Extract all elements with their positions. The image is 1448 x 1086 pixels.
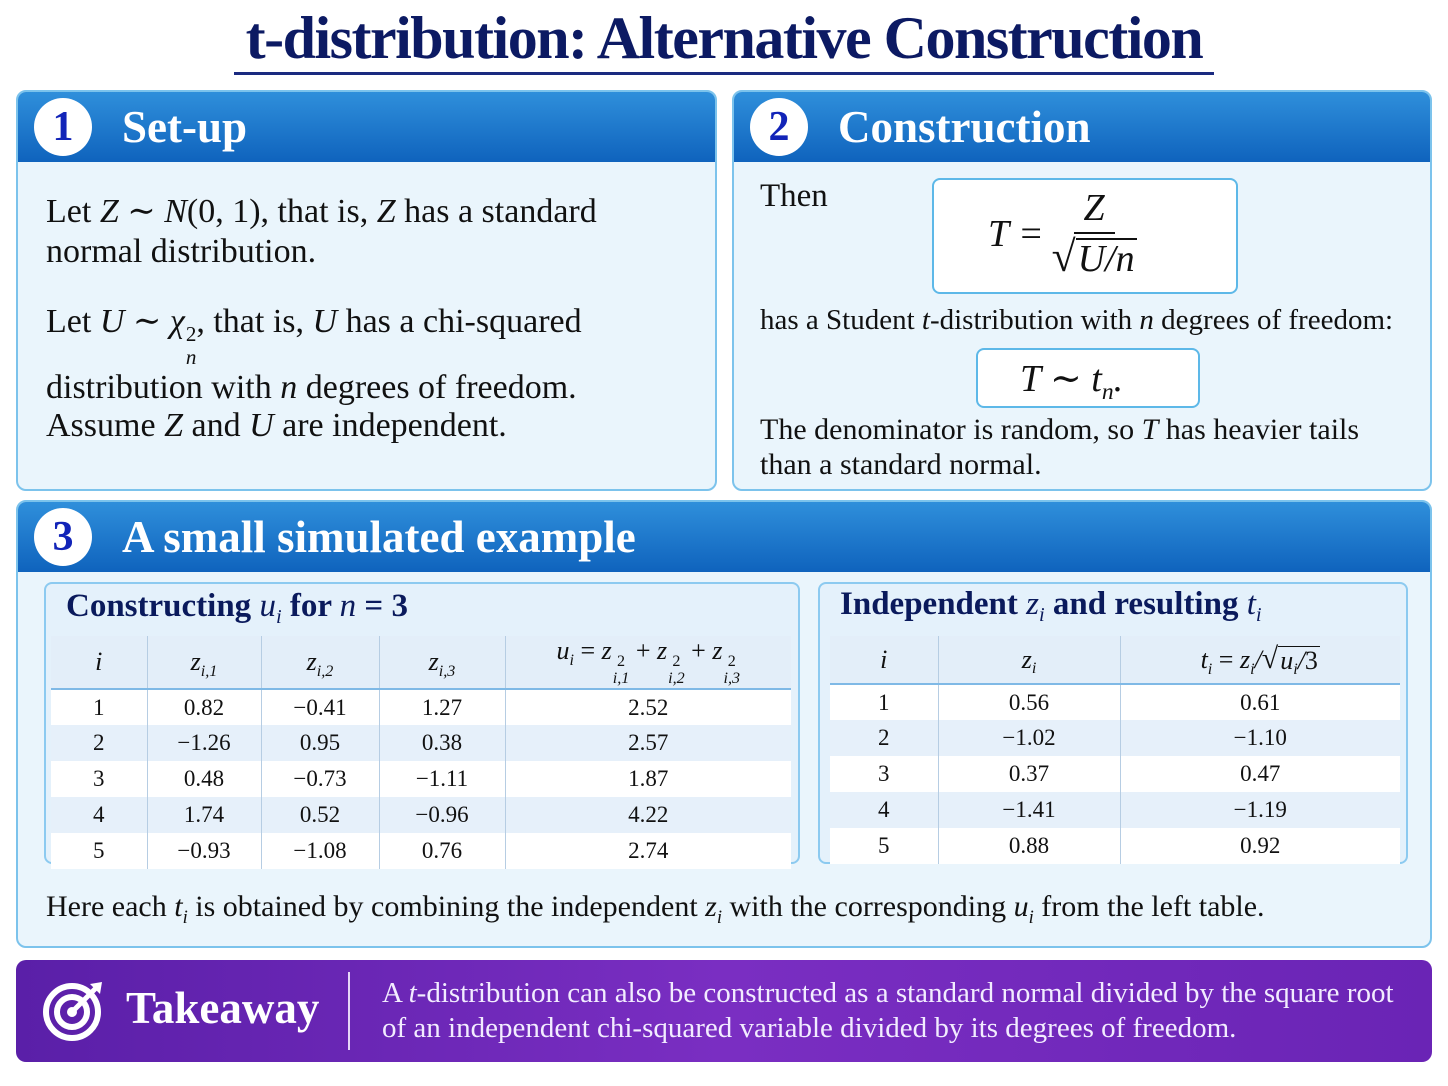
construction-heading: Construction — [838, 102, 1091, 152]
right-table — [830, 636, 1400, 864]
table-cell: 0.88 — [938, 828, 1120, 864]
math-u: U — [249, 407, 274, 444]
text-equals-3: = 3 — [356, 588, 408, 624]
text-distribution-with: -distribution with — [929, 304, 1140, 336]
left-table-panel — [44, 582, 800, 864]
takeaway-banner — [16, 960, 1432, 1062]
text-of-independent: of an independent chi-squared variable divided by its degrees of freedom. — [382, 1012, 1237, 1044]
setup-paragraph-normal — [46, 192, 597, 272]
text-independent: Independent — [840, 586, 1027, 622]
table-cell: −1.11 — [379, 761, 505, 797]
text-and-resulting: and resulting — [1044, 586, 1247, 622]
text-a: A — [382, 977, 409, 1009]
left-table — [51, 636, 791, 869]
text-assume: Assume — [46, 407, 165, 444]
math-u-chisq: U ∼ χ 2 n — [99, 303, 197, 369]
text-degrees-of-freedom: degrees of freedom: — [1153, 304, 1394, 336]
right-table-title — [840, 586, 1262, 627]
table-row — [830, 792, 1400, 828]
fraction-denominator: √ U/n — [1051, 233, 1135, 281]
text-degrees-of-freedom: degrees of freedom. — [297, 368, 577, 406]
takeaway-text — [382, 976, 1422, 1046]
math-n: n — [280, 368, 298, 406]
math-n: n — [339, 588, 357, 624]
column-header-ti: $t_i = z_i/$ √ $u_i/3$ — [1120, 636, 1400, 684]
column-header-z1: $z_{i,1}$ — [147, 636, 261, 689]
table-row — [51, 797, 791, 833]
text-student-t — [760, 304, 1393, 337]
fraction-numerator: Z — [1074, 186, 1115, 234]
text-than-standard-normal: than a standard normal. — [760, 448, 1042, 481]
text-has-student: has a Student — [760, 304, 922, 336]
table-cell: 4 — [830, 792, 938, 828]
setup-heading: Set-up — [122, 102, 248, 152]
table-row — [51, 833, 791, 869]
table-row — [830, 720, 1400, 756]
setup-paragraph-chisq — [46, 302, 582, 408]
table-cell: −1.10 — [1120, 720, 1400, 756]
formula-box-t-dist — [976, 348, 1200, 408]
text-from-left-table: from the left table. — [1033, 890, 1265, 923]
table-cell: 0.82 — [147, 689, 261, 725]
column-header-i: i — [51, 636, 147, 689]
text-constructing: Constructing — [66, 588, 260, 624]
column-header-zi: $z_i$ — [938, 636, 1120, 684]
table-cell: 0.95 — [261, 725, 379, 761]
construction-header — [734, 92, 1430, 162]
setup-panel — [16, 90, 717, 491]
left-table-title — [66, 588, 408, 629]
table-cell: −0.93 — [147, 833, 261, 869]
setup-paragraph-independent — [46, 406, 507, 446]
table-cell: 2.74 — [505, 833, 791, 869]
math-u: U — [312, 303, 338, 340]
math-t: T — [1141, 413, 1159, 446]
table-cell: 1.74 — [147, 797, 261, 833]
table-cell: 4 — [51, 797, 147, 833]
table-cell: 2.52 — [505, 689, 791, 725]
table-header-row — [51, 636, 791, 689]
takeaway-label: Takeaway — [126, 983, 320, 1033]
table-cell: −0.96 — [379, 797, 505, 833]
table-row — [51, 689, 791, 725]
left-table-body — [51, 689, 791, 869]
right-table-body — [830, 684, 1400, 864]
table-header-row — [830, 636, 1400, 684]
table-cell: 1.27 — [379, 689, 505, 725]
table-cell: 5 — [51, 833, 147, 869]
math-z-normal: Z ∼ N(0, 1) — [99, 193, 261, 230]
table-cell: 0.76 — [379, 833, 505, 869]
math-t-i: $t_i$ — [174, 890, 188, 928]
math-z: Z — [164, 407, 183, 444]
fraction — [1052, 186, 1137, 281]
page-title: t-distribution: Alternative Construction — [234, 6, 1215, 75]
text-let: Let — [46, 193, 100, 230]
text-that-is: , that is, — [196, 303, 313, 340]
construction-number-badge: 2 — [750, 98, 808, 156]
setup-header — [18, 92, 715, 162]
text-obtained-by: is obtained by combining the independent — [187, 890, 706, 923]
formula-t-fraction — [988, 186, 1137, 281]
table-cell: −1.26 — [147, 725, 261, 761]
text-let: Let — [46, 303, 100, 340]
text-denominator-random: The denominator is random, so — [760, 413, 1142, 446]
table-row — [830, 828, 1400, 864]
formula-box-t — [932, 178, 1238, 294]
column-header-i: i — [830, 636, 938, 684]
math-u-i: $u_i$ — [259, 588, 282, 629]
table-cell: −0.41 — [261, 689, 379, 725]
math-t-letter: t — [408, 977, 417, 1009]
math-n: n — [1139, 304, 1154, 336]
text-distribution-can: -distribution can also be constructed as a standard normal divided by the square root — [416, 977, 1394, 1009]
math-t-sim-tn: T ∼ $t_n$. — [1020, 358, 1124, 406]
text-with-corresponding: with the corresponding — [722, 890, 1014, 923]
table-cell: 5 — [830, 828, 938, 864]
text-has-heavier: has heavier tails — [1158, 413, 1360, 446]
column-header-z3: $z_{i,3}$ — [379, 636, 505, 689]
table-row — [830, 756, 1400, 792]
table-cell: 0.38 — [379, 725, 505, 761]
text-and: and — [182, 407, 250, 444]
text-for: for — [281, 588, 340, 624]
text-heavier-tails — [760, 412, 1420, 482]
construction-panel — [732, 90, 1432, 491]
text-normal-distribution: normal distribution. — [46, 233, 317, 270]
example-panel — [16, 500, 1432, 948]
target-arrow-icon — [42, 978, 106, 1042]
math-t-equals: T = — [988, 212, 1044, 255]
table-cell: −1.19 — [1120, 792, 1400, 828]
table-cell: 0.52 — [261, 797, 379, 833]
table-cell: 1 — [830, 684, 938, 720]
table-row — [51, 725, 791, 761]
math-z-i: $z_i$ — [1026, 586, 1045, 627]
table-cell: 1 — [51, 689, 147, 725]
table-cell: 0.56 — [938, 684, 1120, 720]
column-header-z2: $z_{i,2}$ — [261, 636, 379, 689]
page-title-wrap — [0, 6, 1448, 75]
math-t-letter: t — [921, 304, 930, 336]
table-cell: 0.47 — [1120, 756, 1400, 792]
example-number-badge: 3 — [34, 508, 92, 566]
table-cell: −0.73 — [261, 761, 379, 797]
math-z-i: $z_i$ — [705, 890, 723, 928]
table-cell: 3 — [830, 756, 938, 792]
table-cell: 3 — [51, 761, 147, 797]
table-cell: 0.92 — [1120, 828, 1400, 864]
table-cell: 0.37 — [938, 756, 1120, 792]
table-cell: 2 — [830, 720, 938, 756]
text-are-independent: are independent. — [273, 407, 507, 444]
example-footer-text — [46, 890, 1265, 928]
example-header — [18, 502, 1430, 572]
math-u-i: $u_i$ — [1013, 890, 1034, 928]
table-cell: −1.08 — [261, 833, 379, 869]
table-cell: 0.48 — [147, 761, 261, 797]
table-cell: 2 — [51, 725, 147, 761]
column-header-u: $u_i = z$ 2 i,1 + z 2 i,2 + z 2 i,3 — [505, 636, 791, 689]
table-cell: −1.41 — [938, 792, 1120, 828]
text-that-is: , that is, — [260, 193, 377, 230]
text-here-each: Here each — [46, 890, 175, 923]
text-has-chisq: has a chi-squared — [337, 303, 582, 340]
table-cell: −1.02 — [938, 720, 1120, 756]
math-t-i: $t_i$ — [1246, 586, 1262, 627]
setup-number-badge: 1 — [34, 98, 92, 156]
text-then: Then — [760, 178, 828, 214]
text-has-standard: has a standard — [395, 193, 597, 230]
example-heading: A small simulated example — [122, 512, 636, 562]
table-cell: 2.57 — [505, 725, 791, 761]
right-table-panel — [818, 582, 1408, 864]
table-row — [830, 684, 1400, 720]
table-cell: 4.22 — [505, 797, 791, 833]
takeaway-divider — [348, 972, 350, 1050]
text-distribution-with: distribution with — [46, 368, 281, 406]
table-row — [51, 761, 791, 797]
table-cell: 1.87 — [505, 761, 791, 797]
table-cell: 0.61 — [1120, 684, 1400, 720]
math-z: Z — [376, 193, 396, 230]
